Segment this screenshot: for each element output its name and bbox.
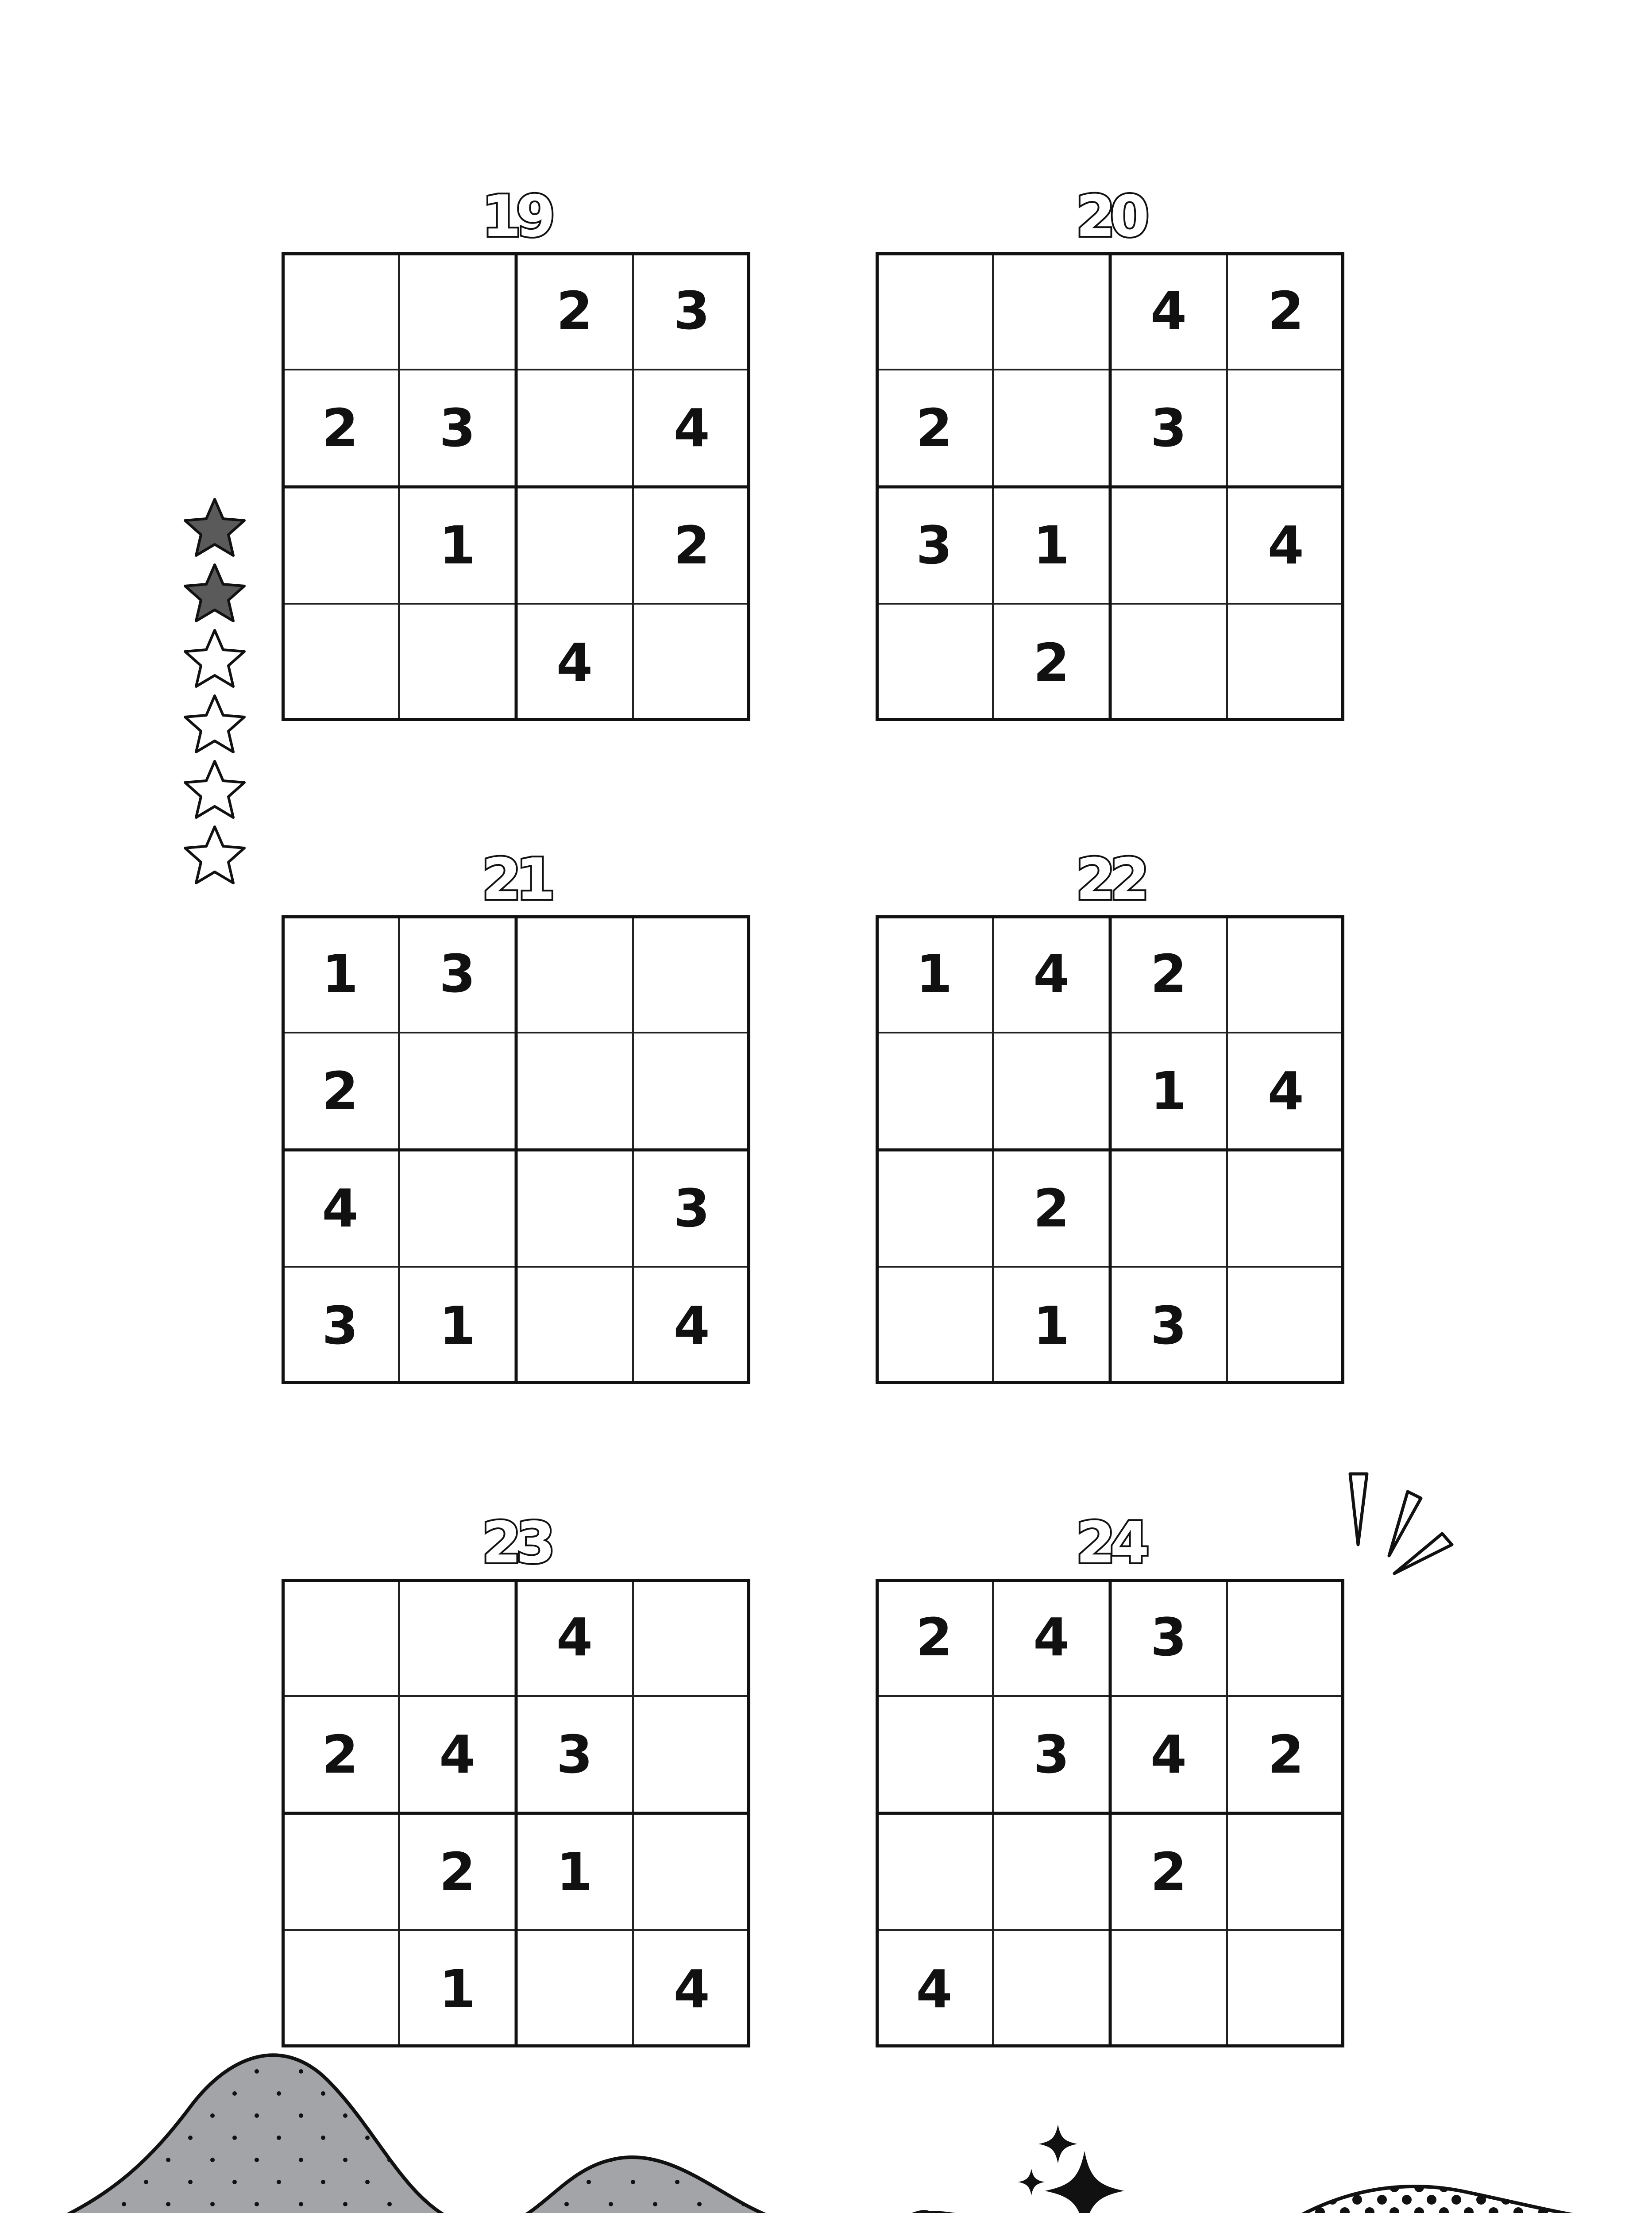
grid-cell[interactable]: 1	[516, 1813, 633, 1931]
grid-cell[interactable]: 2	[876, 1579, 993, 1696]
grid-cell[interactable]: 2	[1227, 252, 1344, 370]
grid-cell[interactable]: 2	[633, 487, 750, 604]
grid-cell[interactable]: 4	[1110, 1696, 1227, 1813]
grid-cell[interactable]: 2	[282, 1033, 399, 1150]
grid-cell[interactable]: 4	[993, 915, 1110, 1033]
puzzle-number: 24	[1076, 1510, 1144, 1576]
grid-cell[interactable]: 2	[282, 1696, 399, 1813]
grid-cell[interactable]: 1	[399, 1930, 516, 2047]
grid-cell[interactable]: 3	[993, 1696, 1110, 1813]
grid-cell[interactable]: 2	[993, 604, 1110, 721]
grid-cell[interactable]: 3	[1110, 1579, 1227, 1696]
grid-cell[interactable]: 3	[399, 370, 516, 487]
grid-cell[interactable]: 4	[516, 1579, 633, 1696]
grid-cell[interactable]: 1	[399, 1267, 516, 1384]
grid-cell[interactable]: 1	[993, 1267, 1110, 1384]
grid-cell[interactable]: 1	[993, 487, 1110, 604]
grid-cell[interactable]: 3	[399, 915, 516, 1033]
grid-cell[interactable]: 4	[633, 1930, 750, 2047]
grid-cell[interactable]: 4	[282, 1150, 399, 1267]
grid-cell[interactable]: 4	[1227, 1033, 1344, 1150]
puzzle-number: 23	[482, 1510, 550, 1576]
grid-cell[interactable]: 3	[633, 252, 750, 370]
grid-cell[interactable]: 4	[1110, 252, 1227, 370]
grid-cell[interactable]: 4	[516, 604, 633, 721]
puzzle-number: 21	[482, 847, 550, 913]
grid-cell[interactable]: 3	[282, 1267, 399, 1384]
sparkle-icon	[1018, 2124, 1124, 2213]
grid-cell[interactable]: 3	[876, 487, 993, 604]
grey-hills-decoration	[62, 2055, 943, 2213]
grid-cell[interactable]: 2	[876, 370, 993, 487]
grid-cell[interactable]: 4	[876, 1930, 993, 2047]
grid-cell[interactable]: 2	[516, 252, 633, 370]
puzzle-number: 19	[482, 184, 550, 250]
grid-cell[interactable]: 3	[633, 1150, 750, 1267]
grid-cell[interactable]: 4	[993, 1579, 1110, 1696]
grid-cell[interactable]: 3	[1110, 370, 1227, 487]
grid-cell[interactable]: 4	[633, 370, 750, 487]
puzzle-number: 20	[1076, 184, 1144, 250]
puzzle-number: 22	[1076, 847, 1144, 913]
grid-cell[interactable]: 1	[876, 915, 993, 1033]
grid-cell[interactable]: 2	[1227, 1696, 1344, 1813]
grid-cell[interactable]: 3	[516, 1696, 633, 1813]
grid-cell[interactable]: 2	[1110, 1813, 1227, 1931]
grid-cell[interactable]: 4	[1227, 487, 1344, 604]
grid-cell[interactable]: 4	[399, 1696, 516, 1813]
burst-lines-icon	[1350, 1474, 1452, 1573]
grid-cell[interactable]: 2	[399, 1813, 516, 1931]
grid-cell[interactable]: 2	[993, 1150, 1110, 1267]
grid-cell[interactable]: 3	[1110, 1267, 1227, 1384]
grid-cell[interactable]: 2	[1110, 915, 1227, 1033]
grid-cell[interactable]: 4	[633, 1267, 750, 1384]
dotted-wave-decoration	[921, 2186, 1589, 2213]
grid-cell[interactable]: 1	[282, 915, 399, 1033]
grid-cell[interactable]: 2	[282, 370, 399, 487]
grid-cell[interactable]: 1	[399, 487, 516, 604]
grid-cell[interactable]: 1	[1110, 1033, 1227, 1150]
